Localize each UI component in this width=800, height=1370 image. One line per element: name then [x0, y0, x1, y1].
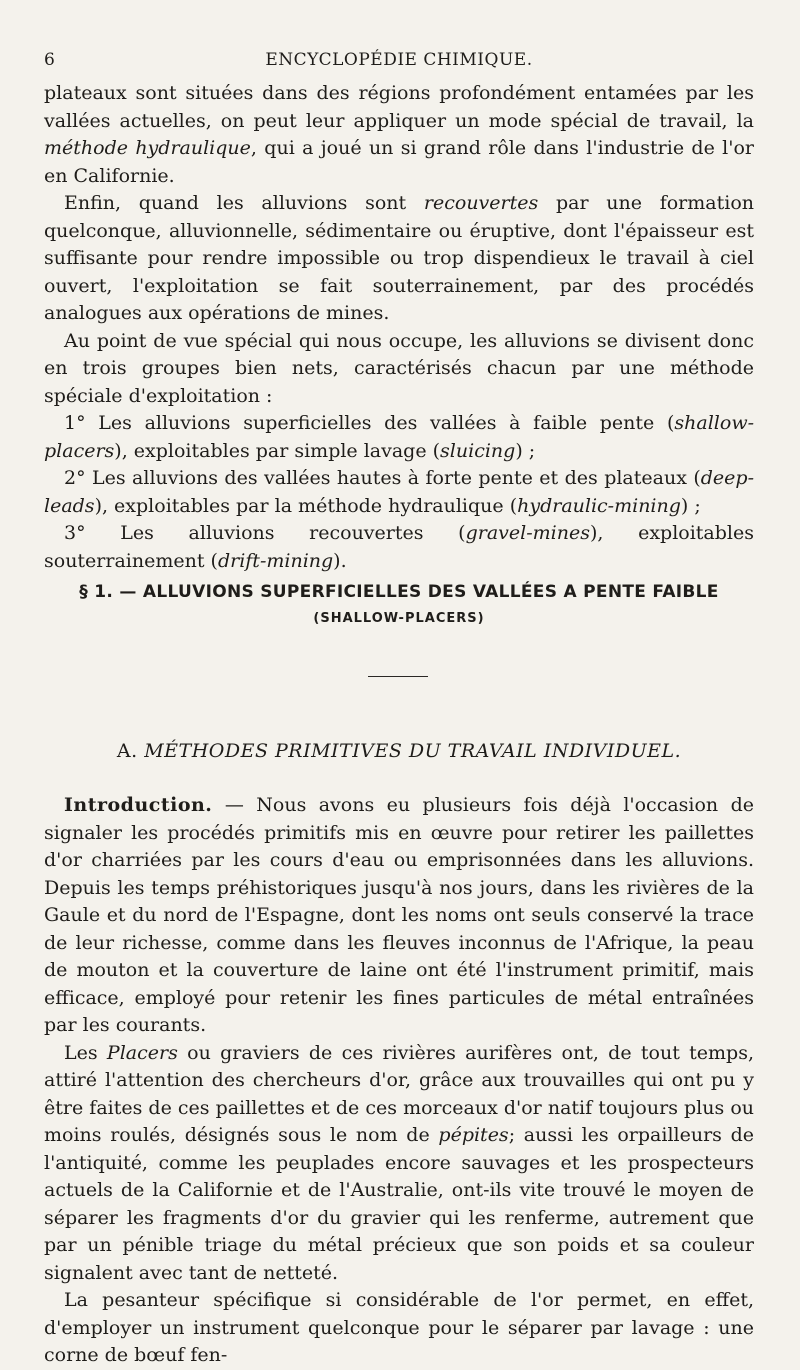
- page-number: 6: [44, 50, 56, 70]
- paragraph-recouvertes: Enfin, quand les alluvions sont recouvertes par une formation quelconque, alluvionnelle, sédimentaire ou éruptive, dont l'épaisseur est suffisante pour rendre impossible ou trop dispendieux le travail à ciel ouvert, l'exploitation se fait souterrainement, par des procédés analogues aux opérations de mines.: [44, 192, 755, 324]
- section-subheading: (SHALLOW-PLACERS): [313, 611, 485, 626]
- running-title: ENCYCLOPÉDIE CHIMIQUE.: [265, 50, 533, 70]
- paragraph-introduction: Introduction. — Nous avons eu plusieurs fois déjà l'occasion de signaler les procédés primitifs mis en œuvre pour retirer les paillettes d'or charriées par les cours d'eau ou emprisonnées dans les alluvions. Depuis les temps préhistoriques jusqu'à nos jours, dans les rivières de la Gaule et du nord de l'Espagne, dont les noms ont seuls conservé la trace de leur richesse, comme dans les fleuves inconnus de l'Afrique, la peau de mouton et la couverture de laine ont été l'instrument primitif, mais efficace, employé pour retenir les fines particules de métal entraînées par les courants.: [44, 794, 754, 1036]
- paragraph-pesanteur: La pesanteur spécifique si considérable de l'or permet, en effet, d'employer un instrument quelconque pour le séparer par lavage : une corne de bœuf fen-: [44, 1289, 754, 1366]
- paragraph-continuation: plateaux sont situées dans des régions profondément entamées par les vallées actuelles, on peut leur appliquer un mode spécial de travail, la méthode hydraulique, qui a joué un si grand rôle dans l'industrie de l'or en Californie.: [44, 82, 754, 187]
- running-header: [44, 50, 754, 70]
- top-text-block: [44, 80, 754, 575]
- paragraph-three-groups: Au point de vue spécial qui nous occupe, les alluvions se divisent donc en trois groupes bien nets, caractérisés chacun par une méthode spéciale d'exploitation :: [44, 329, 754, 407]
- section-heading: § 1. — ALLUVIONS SUPERFICIELLES DES VALLÉES A PENTE FAIBLE: [79, 582, 719, 602]
- subsection-heading: A. MÉTHODES PRIMITIVES DU TRAVAIL INDIVIDUEL.: [116, 740, 682, 762]
- group-item-3: 3° Les alluvions recouvertes (gravel-mines), exploitables souterrainement (drift-mining).: [44, 522, 754, 572]
- group-item-2: 2° Les alluvions des vallées hautes à forte pente et des plateaux (deep-leads), exploitables par la méthode hydraulique (hydraulic-mining) ;: [44, 467, 754, 517]
- section-divider: [368, 676, 428, 677]
- introduction-title: Introduction.: [64, 794, 213, 816]
- paragraph-placers: Les Placers ou graviers de ces rivières aurifères ont, de tout temps, attiré l'attention des chercheurs d'or, grâce aux trouvailles qui ont pu y être faites de ces paillettes et de ces morceaux d'or natif toujours plus ou moins roulés, désignés sous le nom de pépites; aussi les orpailleurs de l'antiquité, comme les peuplades encore sauvages et les prospecteurs actuels de la Californie et de l'Australie, ont-ils vite trouvé le moyen de séparer les fragments d'or du gravier qui les renferme, autrement que par un pénible triage du métal précieux que son poids et sa couleur signalent avec tant de netteté.: [44, 1041, 754, 1284]
- intro-text-block: [44, 792, 754, 1370]
- group-item-1: 1° Les alluvions superficielles des vallées à faible pente (shallow-placers), exploitables par simple lavage (sluicing) ;: [44, 412, 754, 462]
